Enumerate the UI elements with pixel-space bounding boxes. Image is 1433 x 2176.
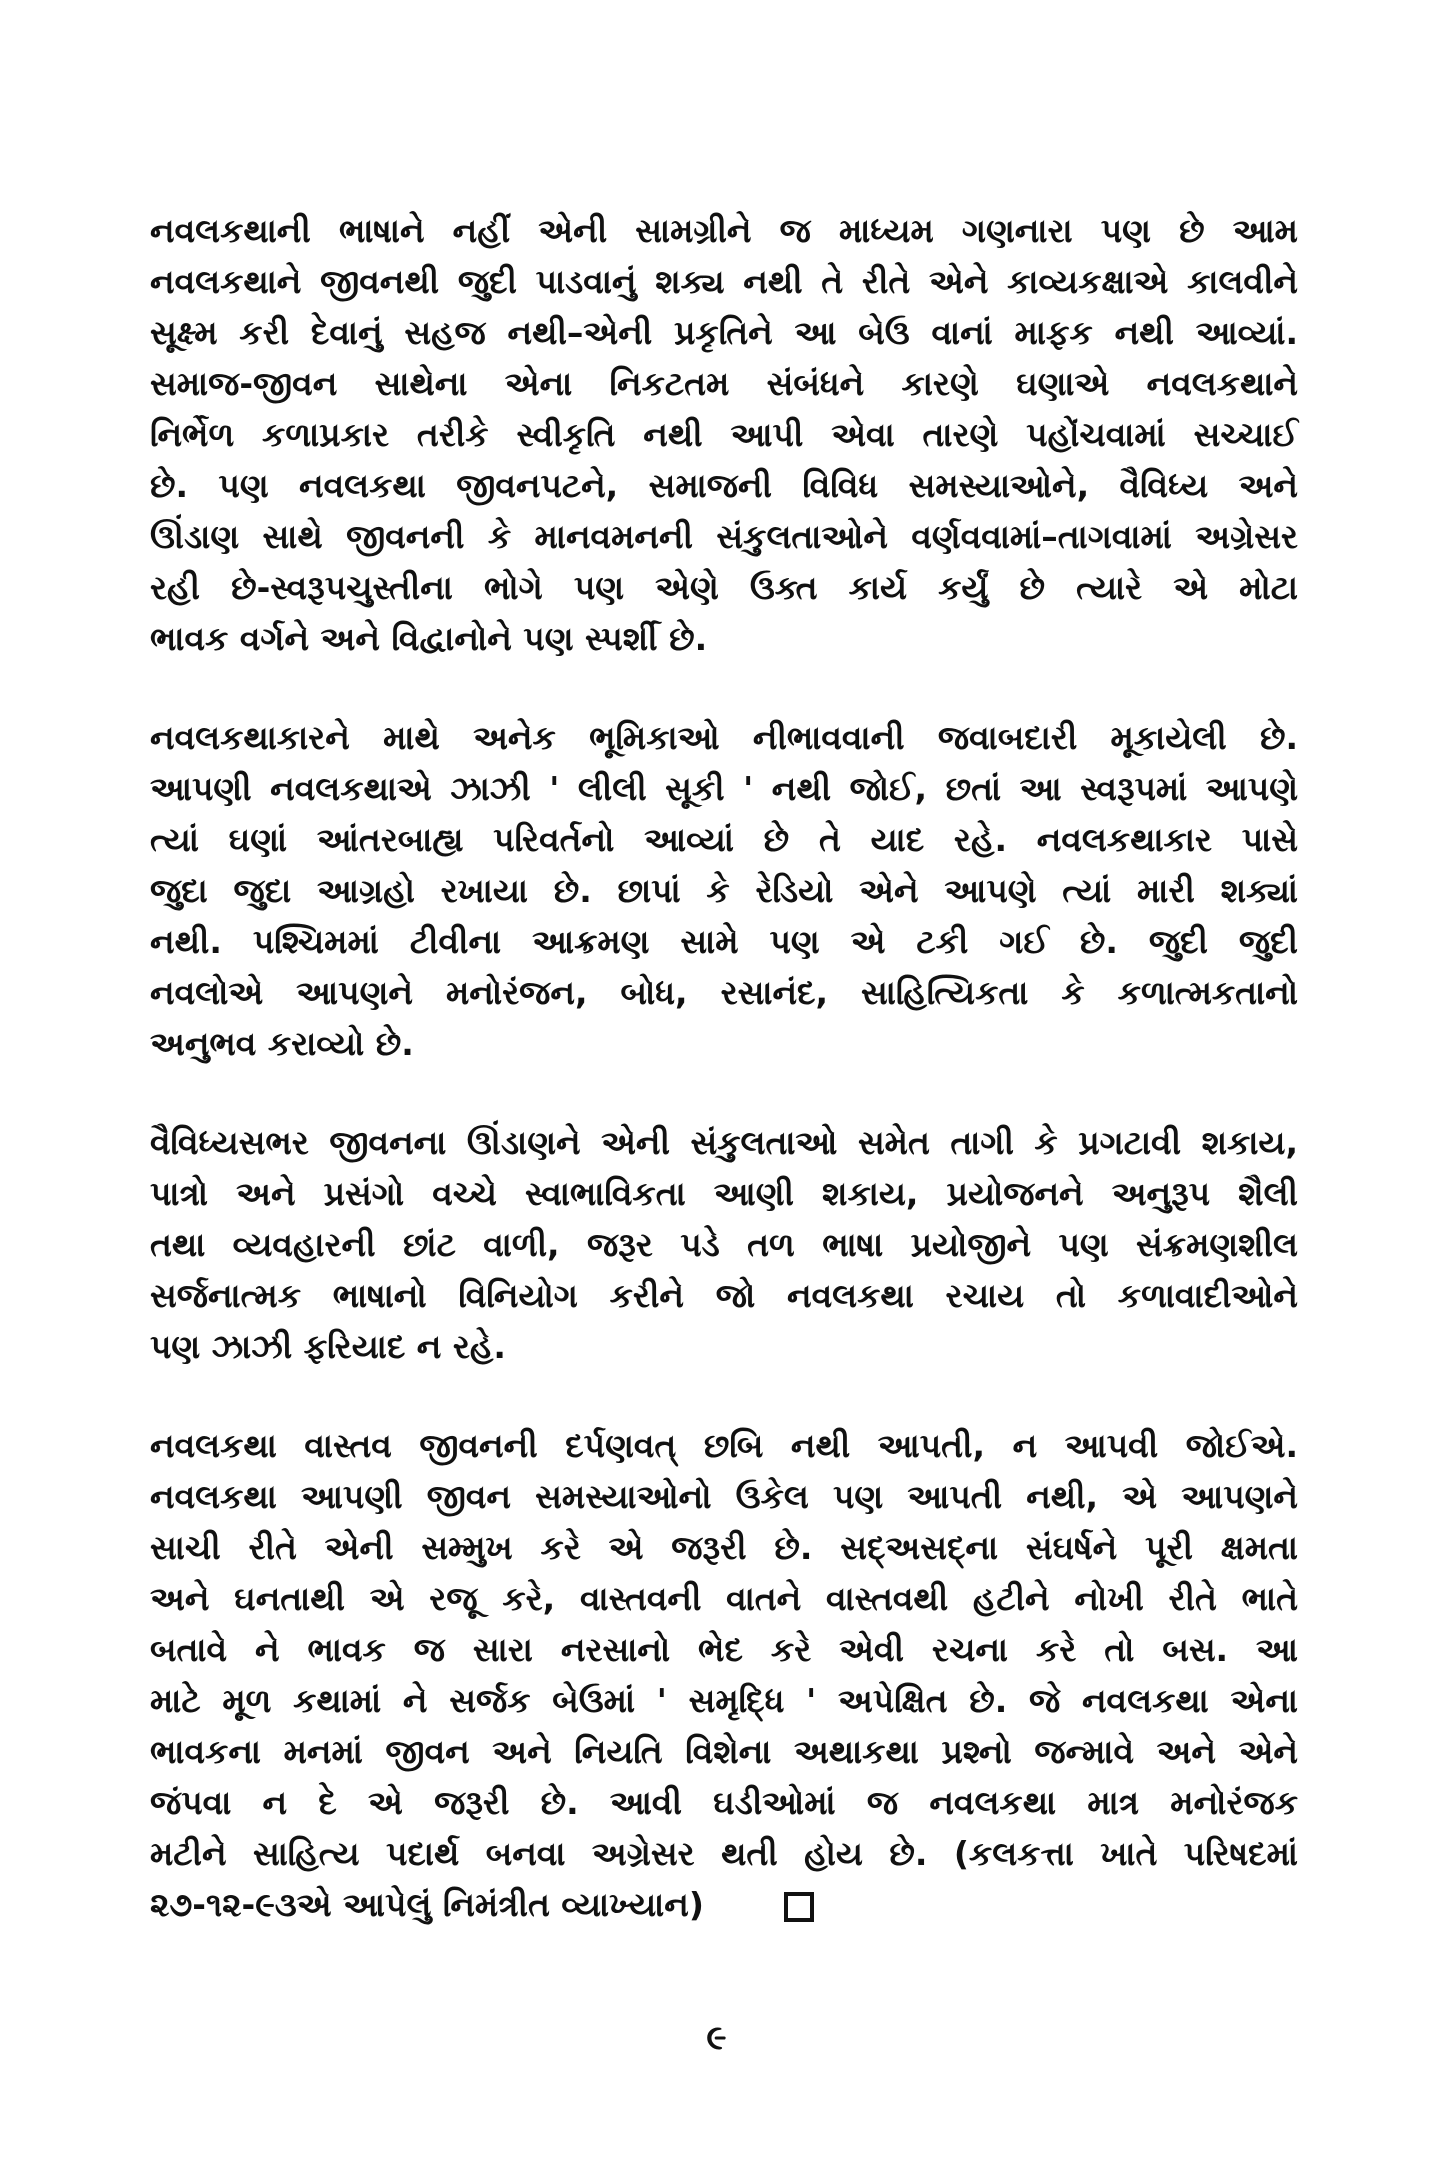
text-line: રહી છે-સ્વરૂપચુસ્તીના ભોગે પણ એણે ઉક્ત કાર્ય કર્યું છે ત્યારે એ મોટા bbox=[150, 568, 1298, 607]
paragraph-2 bbox=[150, 712, 1298, 1069]
text-line: નિર્ભેળ કળાપ્રકાર તરીકે સ્વીકૃતિ નથી આપી એવા તારણે પહોંચવામાં સચ્ચાઈ bbox=[150, 415, 1298, 454]
text-line: તથા વ્યવહારની છાંટ વાળી, જરૂર પડે તળ ભાષા પ્રયોજીને પણ સંક્રમણશીલ bbox=[150, 1225, 1298, 1264]
text-line: ભાવકના મનમાં જીવન અને નિયતિ વિશેના અથાકથા પ્રશ્નો જન્માવે અને એને bbox=[150, 1732, 1298, 1771]
last-line-with-end-mark bbox=[150, 1879, 1298, 1930]
text-line: નવલકથાની ભાષાને નહીં એની સામગ્રીને જ માધ્યમ ગણનારા પણ છે આમ bbox=[150, 211, 1298, 250]
text-line: જુદા જુદા આગ્રહો રખાયા છે. છાપાં કે રેડિયો એને આપણે ત્યાં મારી શક્યાં bbox=[150, 871, 1298, 910]
text-line: ઊંડાણ સાથે જીવનની કે માનવમનની સંકુલતાઓને વર્ણવવામાં–તાગવામાં અગ્રેસર bbox=[150, 517, 1298, 556]
text-line: નવલોએ આપણને મનોરંજન, બોધ, રસાનંદ, સાહિત્યિકતા કે કળાત્મકતાનો bbox=[150, 973, 1298, 1012]
text-line: નવલકથા આપણી જીવન સમસ્યાઓનો ઉકેલ પણ આપતી નથી, એ આપણને bbox=[150, 1477, 1298, 1516]
text-line: નવલકથાકારને માથે અનેક ભૂમિકાઓ નીભાવવાની જવાબદારી મૂકાયેલી છે. bbox=[150, 718, 1298, 757]
text-line: અનુભવ કરાવ્યો છે. bbox=[150, 1024, 414, 1063]
text-line: અને ઘનતાથી એ રજૂ કરે, વાસ્તવની વાતને વાસ્તવથી હટીને નોખી રીતે ભાતે bbox=[150, 1579, 1298, 1618]
paragraph-1 bbox=[150, 205, 1298, 664]
page-number: ૯ bbox=[706, 2018, 727, 2058]
end-of-article-square-icon bbox=[784, 1892, 814, 1922]
text-line: ૨૭-૧૨-૯૩એ આપેલું નિમંત્રીત વ્યાખ્યાન) bbox=[150, 1885, 704, 1924]
paragraph-3 bbox=[150, 1117, 1298, 1372]
text-line: બતાવે ને ભાવક જ સારા નરસાનો ભેદ કરે એવી રચના કરે તો બસ. આ bbox=[150, 1630, 1298, 1669]
text-line: વૈવિધ્યસભર જીવનના ઊંડાણને એની સંકુલતાઓ સમેત તાગી કે પ્રગટાવી શકાય, bbox=[150, 1123, 1298, 1162]
text-line: ત્યાં ઘણાં આંતરબાહ્ય પરિવર્તનો આવ્યાં છે તે યાદ રહે. નવલકથાકાર પાસે bbox=[150, 820, 1298, 859]
text-line: ભાવક વર્ગને અને વિદ્વાનોને પણ સ્પર્શી છે. bbox=[150, 619, 708, 658]
text-line: સૂક્ષ્મ કરી દેવાનું સહજ નથી–એની પ્રકૃતિને આ બેઉ વાનાં માફક નથી આવ્યાં. bbox=[150, 313, 1298, 352]
text-line: નવલકથાને જીવનથી જુદી પાડવાનું શક્ય નથી તે રીતે એને કાવ્યકક્ષાએ કાલવીને bbox=[150, 262, 1298, 301]
paragraph-4 bbox=[150, 1420, 1298, 1930]
text-line: મટીને સાહિત્ય પદાર્થ બનવા અગ્રેસર થતી હોય છે. (કલકત્તા ખાતે પરિષદમાં bbox=[150, 1834, 1298, 1873]
text-line: પાત્રો અને પ્રસંગો વચ્ચે સ્વાભાવિકતા આણી શકાય, પ્રયોજનને અનુરૂપ શૈલી bbox=[150, 1174, 1298, 1213]
text-line: જંપવા ન દે એ જરૂરી છે. આવી ઘડીઓમાં જ નવલકથા માત્ર મનોરંજક bbox=[150, 1783, 1298, 1822]
page-body bbox=[150, 205, 1298, 1978]
text-line: નવલકથા વાસ્તવ જીવનની દર્પણવત્ છબિ નથી આપતી, ન આપવી જોઈએ. bbox=[150, 1426, 1298, 1465]
text-line: નથી. પશ્ચિમમાં ટીવીના આક્રમણ સામે પણ એ ટકી ગઈ છે. જુદી જુદી bbox=[150, 922, 1299, 961]
text-line: આપણી નવલકથાએ ઝાઝી ' લીલી સૂકી ' નથી જોઈ, છતાં આ સ્વરૂપમાં આપણે bbox=[150, 769, 1298, 808]
text-line: સાચી રીતે એની સમ્મુખ કરે એ જરૂરી છે. સદ્અસદ્ના સંઘર્ષને પૂરી ક્ષમતા bbox=[150, 1528, 1298, 1567]
text-line: માટે મૂળ કથામાં ને સર્જક બેઉમાં ' સમૃદ્ધિ ' અપેક્ષિત છે. જે નવલકથા એના bbox=[150, 1681, 1298, 1720]
text-line: સર્જનાત્મક ભાષાનો વિનિયોગ કરીને જો નવલકથા રચાય તો કળાવાદીઓને bbox=[150, 1276, 1298, 1315]
text-line: સમાજ-જીવન સાથેના એના નિકટતમ સંબંધને કારણે ઘણાએ નવલકથાને bbox=[150, 364, 1298, 403]
text-line: છે. પણ નવલકથા જીવનપટને, સમાજની વિવિધ સમસ્યાઓને, વૈવિધ્ય અને bbox=[150, 466, 1298, 505]
text-line: પણ ઝાઝી ફરિયાદ ન રહે. bbox=[150, 1327, 506, 1366]
